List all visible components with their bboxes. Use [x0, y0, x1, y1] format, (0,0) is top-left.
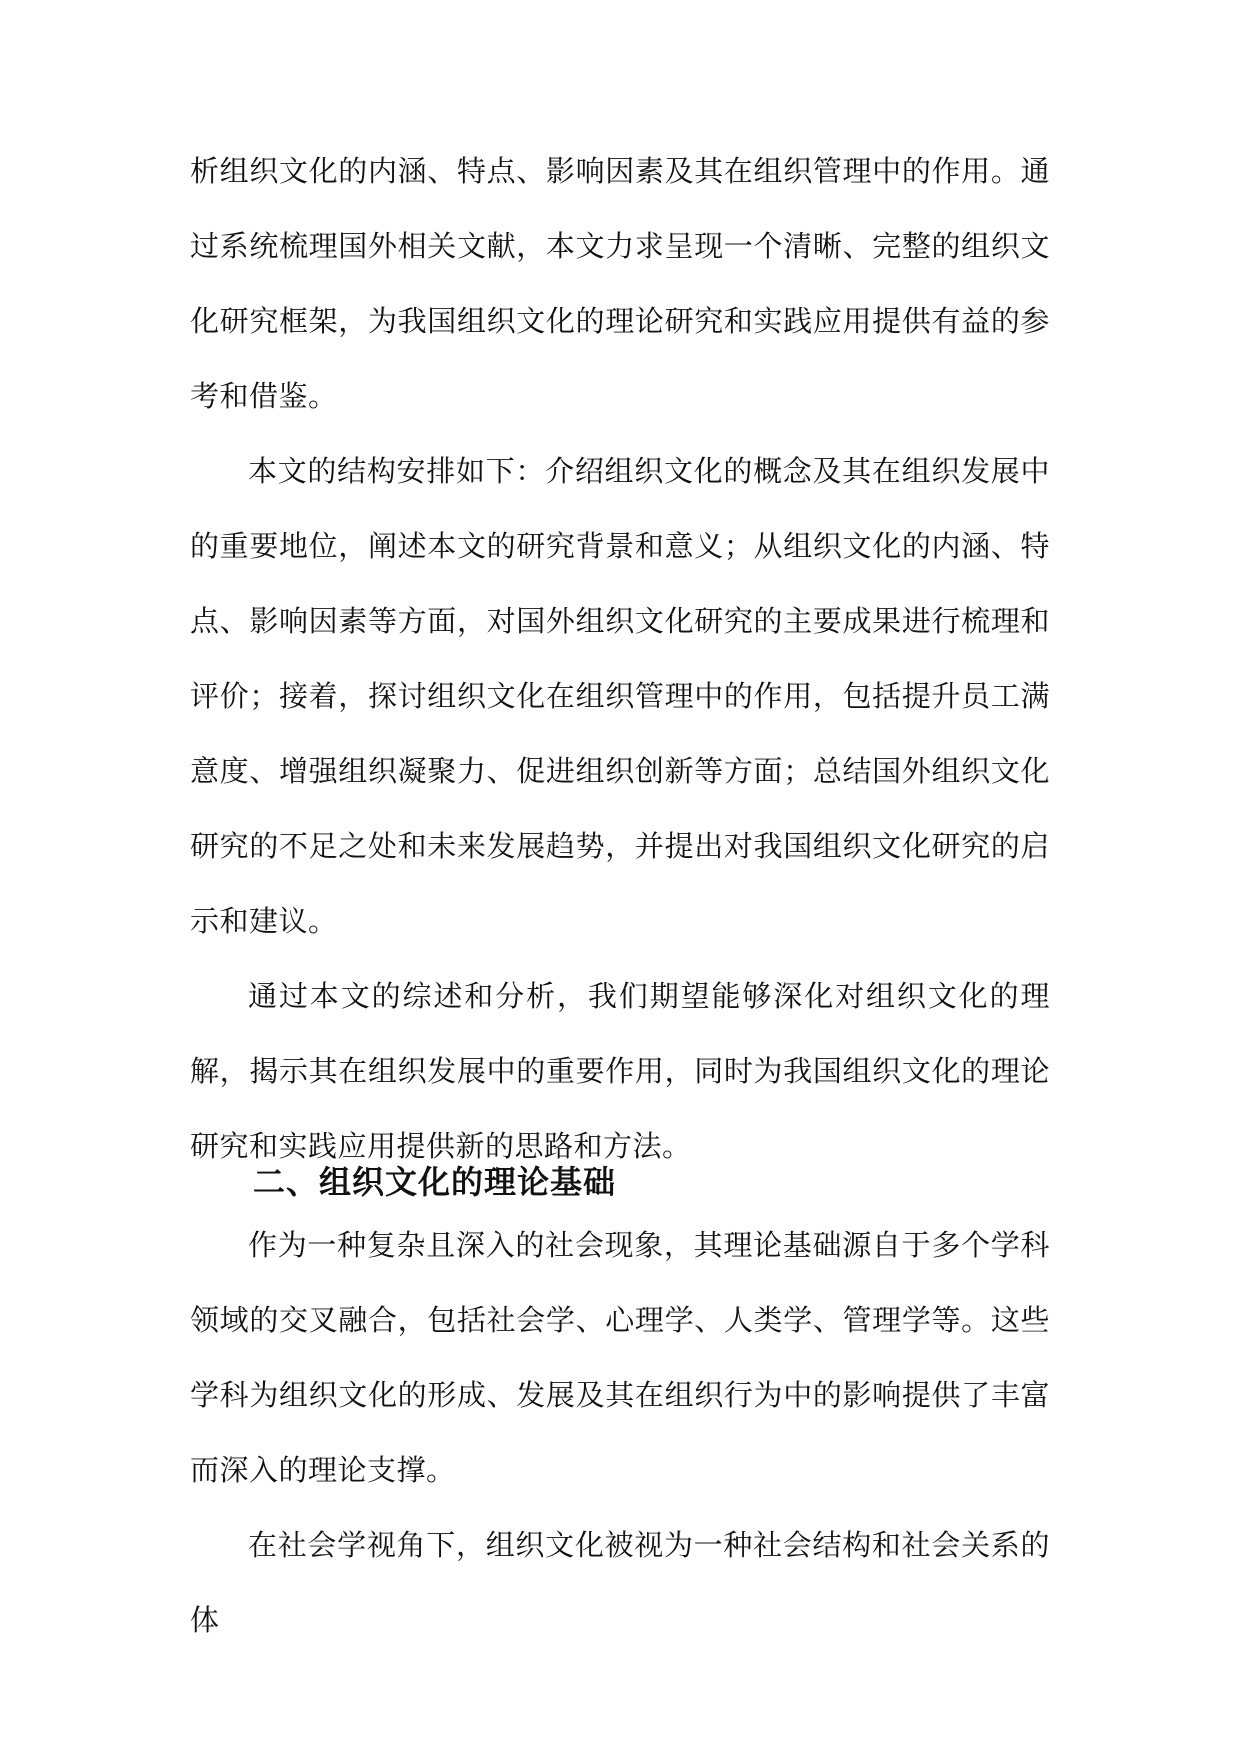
paragraph-theory-intro: 作为一种复杂且深入的社会现象，其理论基础源自于多个学科领域的交叉融合，包括社会学、心理学、人类学、管理学等。这些学科为组织文化的形成、发展及其在组织行为中的影响提供了丰富而深入的理论支撑。	[190, 1228, 1050, 1487]
paragraph-structure: 本文的结构安排如下：介绍组织文化的概念及其在组织发展中的重要地位，阐述本文的研究背景和意义；从组织文化的内涵、特点、影响因素等方面，对国外组织文化研究的主要成果进行梳理和评价；接着，探讨组织文化在组织管理中的作用，包括提升员工满意度、增强组织凝聚力、促进组织创新等方面；总结国外组织文化研究的不足之处和未来发展趋势，并提出对我国组织文化研究的启示和建议。	[190, 454, 1050, 938]
section-heading: 二、组织文化的理论基础	[253, 1163, 617, 1201]
body-text-upper	[190, 134, 1050, 1184]
paragraph-sociology: 在社会学视角下，组织文化被视为一种社会结构和社会关系的体	[190, 1528, 1050, 1637]
paragraph-continued: 析组织文化的内涵、特点、影响因素及其在组织管理中的作用。通过系统梳理国外相关文献，本文力求呈现一个清晰、完整的组织文化研究框架，为我国组织文化的理论研究和实践应用提供有益的参考和借鉴。	[190, 154, 1050, 413]
body-text-lower	[190, 1208, 1050, 1658]
paragraph-summary: 通过本文的综述和分析，我们期望能够深化对组织文化的理解，揭示其在组织发展中的重要作用，同时为我国组织文化的理论研究和实践应用提供新的思路和方法。	[190, 979, 1050, 1163]
